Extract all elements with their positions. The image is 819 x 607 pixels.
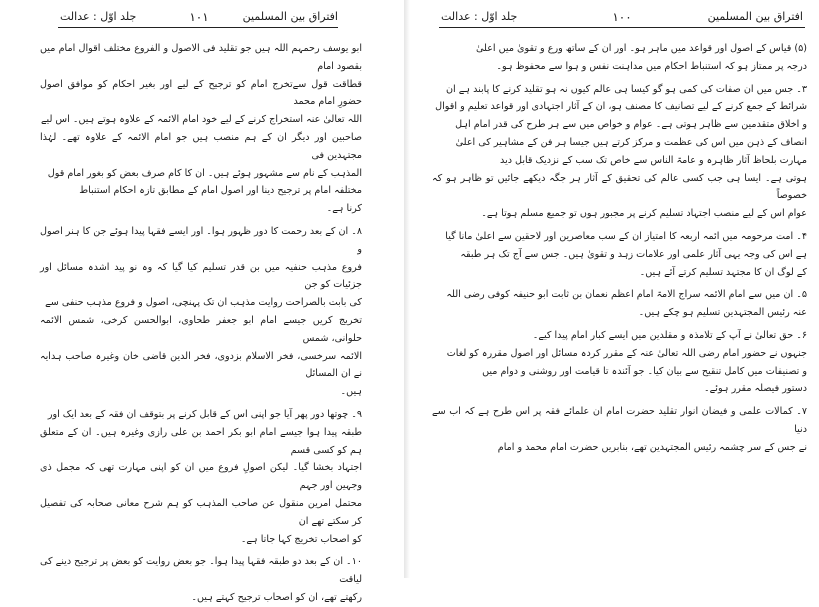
text-line: ابو یوسف رحمہم اللہ ہیں جو تقلید فی الاصول و الفروع مختلف اقوال امام میں بقصود امام — [40, 43, 362, 72]
text-line: ہے اس کی وجہ یہی آثار علمی اور علامات زہد و تقویٰ ہیں۔ جس سے آج تک ہر طبقہ — [460, 248, 807, 260]
text-line: ۷۔ کمالات علمی و فیضان انوار تقلید حضرت امام ان علمائے فقہ پر اس طرح ہے کہ اب سے دنیا — [432, 406, 807, 435]
text-line: الائمہ سرخسی، فخر الاسلام بزدوی، فخر الدین قاضی خان وغیرہ صاحب ہدایہ نے ان المسائل — [40, 350, 362, 380]
text-line: صاحبین اور دیگر ان کے ہم منصب ہیں جو امام الائمہ کے علاوہ تھے۔ لہٰذا مجتہدین فی — [40, 131, 362, 161]
text-line: عنہ رئیس المجتہدین تسلیم ہو چکے ہیں۔ — [638, 307, 807, 319]
text-line: ۴۔ امت مرحومہ میں ائمہ اربعہ کا امتیاز ان کے سب معاصرین اور لاحقین سے اعلیٰ مانا گیا — [445, 230, 807, 242]
text-line: اللہ تعالیٰ عنہ استخراج کرنے کے لیے خود امام الائمہ کے علاوہ ہوتے ہیں۔ اس لیے — [40, 114, 362, 126]
right-page-number: ۱۰۰ — [612, 10, 632, 24]
left-header-rule — [58, 27, 338, 28]
text-line: کی بابت بالصراحت روایت مذہب ان تک پہنچی، اصول و فروع مذہب حنفی سے — [45, 297, 362, 309]
text-line: ۳۔ جس میں ان صفات کی کمی ہو گو کیسا ہی عالم کیوں نہ ہو تقلید کرنے کا پابند ہے ان — [446, 83, 807, 95]
text-line: المذہب کے نام سے مشہور ہوئے ہیں۔ ان کا کام صرف بعض کو بغور امام قول — [47, 167, 362, 179]
text-line: ہوتی ہے۔ ایسا ہی جب کسی عالم کی تحقیق کے آثار ہر جگہ دیکھے جائیں تو ظاہر ہو کہ خصوصاً — [432, 172, 807, 202]
text-line: ۶۔ حق تعالیٰ نے آپ کے تلامذہ و مقلدین میں ایسے کبار امام پیدا کیے۔ — [532, 329, 807, 341]
text-line: تخریج کریں جیسے امام ابو جعفر طحاوی، ابوالحسن کرخی، شمس الائمہ حلوانی، شمس — [40, 314, 362, 344]
text-line: طبقہ پیدا ہوا جیسے امام ابو بکر احمد بن علی رازی وغیرہ ہیں۔ ان کے متعلق ہم کو کسی قسم — [40, 426, 362, 456]
text-line: ۸۔ ان کے بعد رحمت کا دور ظہور ہوا۔ اور ایسے فقہا پیدا ہوئے جن کا ہنر اصول و — [40, 225, 362, 255]
left-page-header — [60, 8, 338, 26]
right-header-subtitle: جلد اوّل : عدالت — [441, 10, 518, 23]
text-line: ۱۰۔ ان کے بعد دو طبقہ فقہا پیدا ہوا۔ جو بعض روایت کو بعض پر ترجیح دینے کی لیاقت — [40, 556, 362, 586]
right-page-header — [441, 8, 803, 26]
text-line: و اخلاق متقدمین سے ظاہر ہوتی ہے۔ عوام و خواص میں سے ہر طرح کی قدر امام اہل — [455, 119, 807, 131]
text-line: ہیں۔ — [340, 386, 362, 398]
text-line: (۵) قیاس کے اصول اور قواعد میں ماہر ہو۔ اور ان کے ساتھ ورع و تقویٰ میں اعلیٰ — [476, 43, 807, 54]
right-page — [414, 0, 819, 578]
text-line: ۹۔ چوتھا دور پھر آیا جو اپنی اس کے قابل کرنے پر بتوقف ان فقہ کے بعد ایک اور — [47, 408, 362, 420]
left-page-body — [40, 40, 362, 607]
text-line: دستور فیصلہ مقرر ہوئے۔ — [704, 383, 807, 395]
left-header-subtitle: جلد اوّل : عدالت — [60, 10, 137, 23]
text-line: کرنا ہے۔ — [326, 203, 362, 215]
text-line: مہارت بلحاظ آثار ظاہرہ و عامۃ الناس سے خاص تک سب کے نزدیک قابل دید — [500, 154, 807, 166]
left-header-title: افتراق بین المسلمین — [242, 10, 338, 23]
text-line: و تصنیفات میں کامل تنقیح سے بیان کیا۔ جو آئندہ تا قیامت اور روشنی و دوام میں — [482, 365, 807, 377]
text-line: کے لوگ ان کا مجتہد تسلیم کرتے آئے ہیں۔ — [639, 266, 807, 278]
text-line: ۵۔ ان میں سے امام الائمہ سراج الامۃ امام اعظم نعمان بن ثابت ابو حنیفہ کوفی رضی اللہ — [446, 289, 807, 301]
text-line: درجہ پر ممتاز ہو کہ استنباط احکام میں مداہنت نفس و ہوا سے محفوظ ہو۔ — [496, 60, 807, 72]
text-line: انصاف کے ذہن میں اس کی عظمت و مرکز کرتے ہیں جیسا ہر فن کے مشاہیر کی اعلیٰ — [455, 136, 807, 148]
left-page — [0, 0, 400, 603]
right-header-rule — [439, 27, 805, 28]
right-page-body — [432, 40, 807, 457]
right-header-title: افتراق بین المسلمین — [707, 10, 803, 23]
text-line: رکھتے تھے، ان کو اصحاب ترجیح کہتے ہیں۔ — [191, 591, 362, 603]
text-line: کو اصحاب تخریج کہا جاتا ہے۔ — [240, 533, 362, 545]
text-line: جنہوں نے حضور امام رضی اللہ تعالیٰ عنہ کے مقرر کردہ مسائل اور اصول مقررہ کو لغات — [446, 347, 807, 359]
text-line: فروع مذہب حنفیہ میں بن قدر تسلیم کیا گیا کہ وہ نو پید اشدہ مسائل اور جزئیات کو جن — [40, 261, 362, 291]
text-line: شرائط کے جمع کرنے کے لیے تصانیف کا مصنف ہو، ان کے آثار اجتہادی اور قواعد تعلیم و اقوال — [435, 101, 807, 113]
text-line: قطاقت قول سےتخرج امام کو ترجیح کے لیے اور بغیر احکام کو موافق اصول حضورِ امام محمد — [40, 78, 362, 108]
text-line: اجتہاد بخشا گیا۔ لیکن اصولِ فروع میں ان کو اپنی مہارت تھی کہ مجمل ذی وجہین اور جہم — [40, 462, 362, 492]
left-page-number: ۱۰۱ — [189, 10, 209, 24]
text-line: محتمل امرین منقول عن صاحب المذہب کو ہم شرح معانی صحابہ کی تفصیل کر سکتے تھے ان — [40, 497, 362, 527]
text-line: نے جس کے سر چشمہ رئیس المجتہدین تھے، بنابریں حضرت امام محمد و امام — [497, 441, 807, 453]
text-line: عوام اس کے لیے منصب اجتہاد تسلیم کرنے پر مجبور ہوں تو جمیع مسلم ہوتا ہے۔ — [481, 208, 807, 220]
text-line: مختلفہ امام پر ترجیح دینا اور اصول امام کے مطابق تازہ احکام استنباط — [79, 185, 362, 197]
book-gutter — [404, 0, 410, 578]
